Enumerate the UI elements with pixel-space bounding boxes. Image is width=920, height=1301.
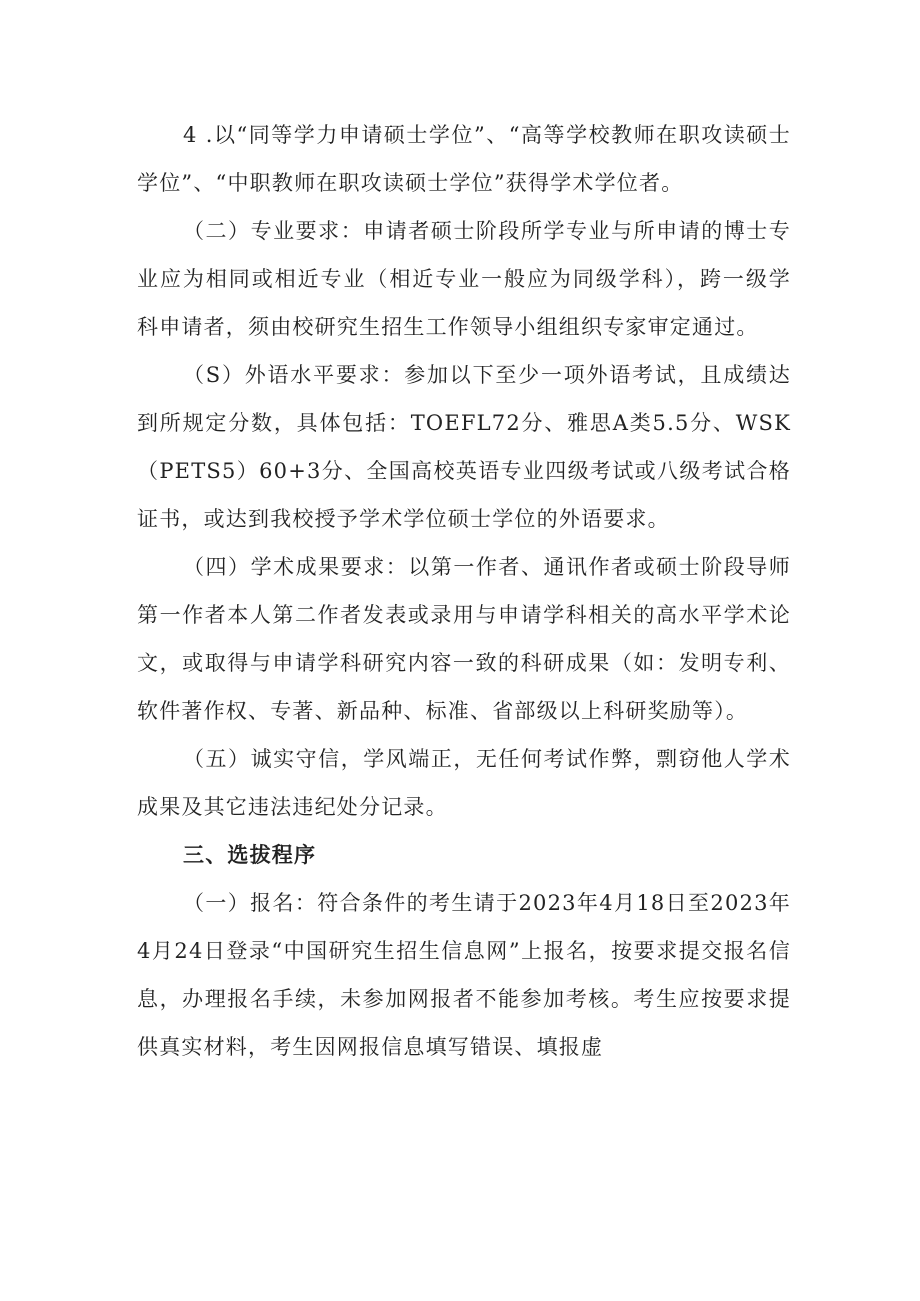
section-heading: 三、选拔程序	[183, 843, 317, 867]
paragraph-item-4: 4 .以“同等学力申请硕士学位”、“高等学校教师在职攻读硕士学位”、“中职教师在职攻读硕士学位”获得学术学位者。	[137, 123, 791, 195]
paragraph-registration: （一）报名：符合条件的考生请于2023年4月18日至2023年4月24日登录“中国研究生招生信息网”上报名，按要求提交报名信息，办理报名手续，未参加网报者不能参加考核。考生应按要求提供真实材料，考生因网报信息填写错误、填报虚	[137, 891, 791, 1059]
paragraph-major-requirement: （二）专业要求：申请者硕士阶段所学专业与所申请的博士专业应为相同或相近专业（相近专业一般应为同级学科），跨一级学科申请者，须由校研究生招生工作领导小组组织专家审定通过。	[137, 219, 791, 339]
document-body	[137, 111, 791, 1071]
paragraph-research-requirement: （四）学术成果要求：以第一作者、通讯作者或硕士阶段导师第一作者本人第二作者发表或录用与申请学科相关的高水平学术论文，或取得与申请学科研究内容一致的科研成果（如：发明专利、软件著作权、专著、新品种、标准、省部级以上科研奖励等）。	[137, 555, 791, 723]
paragraph-language-requirement: （S）外语水平要求：参加以下至少一项外语考试，且成绩达到所规定分数，具体包括：TOEFL72分、雅思A类5.5分、WSK（PETS5）60+3分、全国高校英语专业四级考试或八级考试合格证书，或达到我校授予学术学位硕士学位的外语要求。	[137, 363, 791, 531]
paragraph-integrity-requirement: （五）诚实守信，学风端正，无任何考试作弊，剽窃他人学术成果及其它违法违纪处分记录。	[137, 747, 791, 819]
